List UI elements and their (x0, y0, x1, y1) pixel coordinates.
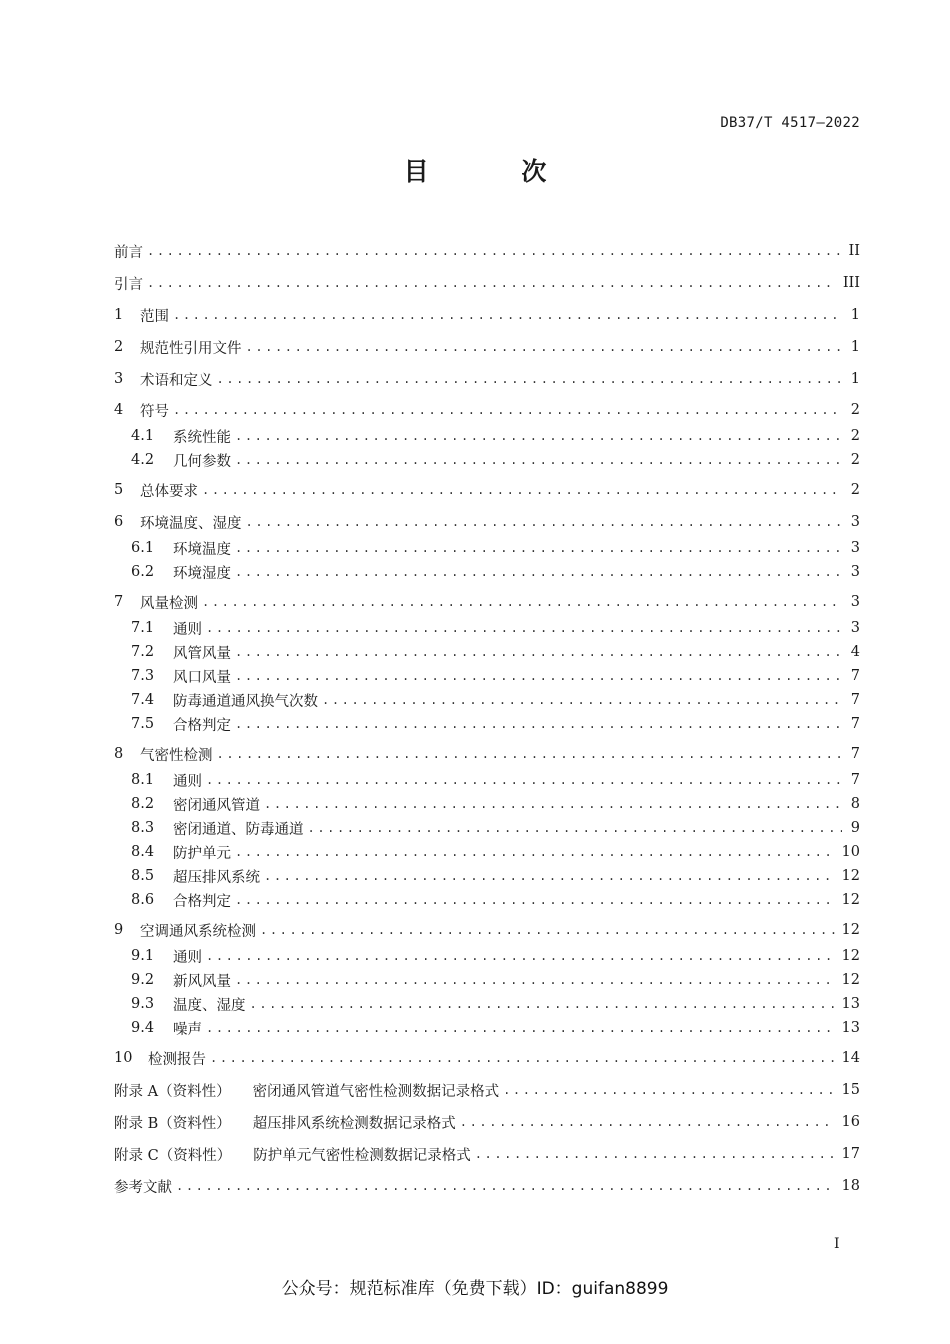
toc-label: 环境温度 (173, 541, 231, 558)
toc-page: 9 (850, 820, 860, 836)
toc-leader (235, 889, 836, 911)
toc-label: 参考文献 (114, 1179, 172, 1196)
toc-leader (235, 425, 842, 447)
toc-number: 9.2 (131, 972, 155, 988)
toc-number: 1 (114, 307, 124, 323)
toc-leader (217, 743, 843, 765)
toc-label: 超压排风系统检测数据记录格式 (252, 1115, 456, 1132)
toc-label: 规范性引用文件 (140, 340, 242, 357)
toc-leader (246, 336, 843, 358)
toc-label: 总体要求 (140, 483, 198, 500)
toc-leader (475, 1143, 836, 1165)
toc-number: 附录 C（资料性） (114, 1147, 232, 1164)
toc-leader (173, 304, 842, 326)
toc-subentry[interactable] (131, 425, 860, 447)
toc-label: 密闭通风管道气密性检测数据记录格式 (252, 1083, 500, 1100)
toc-page: 1 (850, 371, 860, 387)
toc-entry[interactable] (114, 304, 860, 326)
toc-leader (460, 1111, 836, 1133)
toc-entry[interactable] (114, 336, 860, 358)
toc-subentry[interactable] (131, 793, 860, 815)
toc-number: 附录 B（资料性） (114, 1115, 231, 1132)
toc-leader (206, 1017, 836, 1039)
toc-number: 7.4 (131, 692, 155, 708)
toc-page: 1 (850, 339, 860, 355)
toc-leader (246, 511, 843, 533)
toc-page: 2 (850, 482, 860, 498)
toc-page: 3 (850, 564, 860, 580)
page-number: I (834, 1236, 840, 1252)
toc-number: 8.1 (131, 772, 155, 788)
toc-label: 符号 (140, 403, 169, 420)
toc-number: 9.4 (131, 1020, 155, 1036)
toc-entry-appendix-a[interactable] (114, 1079, 860, 1101)
toc-leader (206, 769, 842, 791)
toc-leader (206, 617, 842, 639)
toc-entry[interactable] (114, 919, 860, 941)
toc-page: 7 (850, 668, 860, 684)
toc-entry-appendix-b[interactable] (114, 1111, 860, 1133)
toc-number: 6.2 (131, 564, 155, 580)
toc-page: 1 (850, 307, 860, 323)
toc-leader (235, 537, 842, 559)
toc-page: 2 (850, 452, 860, 468)
toc-page: 2 (850, 402, 860, 418)
toc-subentry[interactable] (131, 537, 860, 559)
toc-label: 通则 (173, 773, 202, 790)
toc-label: 检测报告 (148, 1051, 206, 1068)
toc-subentry[interactable] (131, 713, 860, 735)
toc-number: 10 (114, 1050, 133, 1066)
toc-label: 合格判定 (173, 717, 231, 734)
toc-number: 7.1 (131, 620, 155, 636)
toc-leader (322, 689, 842, 711)
toc-label: 空调通风系统检测 (140, 923, 256, 940)
toc-label: 噪声 (173, 1021, 202, 1038)
toc-page: 3 (850, 514, 860, 530)
toc-leader (235, 641, 842, 663)
toc-entry-introduction[interactable] (114, 272, 860, 294)
toc-page: 16 (841, 1114, 860, 1130)
toc-number: 8.4 (131, 844, 155, 860)
toc-subentry[interactable] (131, 617, 860, 639)
toc-label: 前言 (114, 244, 143, 261)
toc-entry-references[interactable] (114, 1175, 860, 1197)
toc-page: 12 (841, 868, 860, 884)
toc-number: 附录 A（资料性） (114, 1083, 231, 1100)
toc-number: 3 (114, 371, 124, 387)
toc-number: 9.3 (131, 996, 155, 1012)
toc-subentry[interactable] (131, 665, 860, 687)
toc-number: 7 (114, 594, 124, 610)
toc-page: 17 (841, 1146, 860, 1162)
toc-subentry[interactable] (131, 449, 860, 471)
toc-number: 8 (114, 746, 124, 762)
toc-entry[interactable] (114, 368, 860, 390)
toc-page: 12 (841, 892, 860, 908)
page-title: 目 次 (403, 157, 589, 186)
toc-subentry[interactable] (131, 817, 860, 839)
toc-page: 3 (850, 594, 860, 610)
toc-leader (503, 1079, 835, 1101)
toc-entry[interactable] (114, 743, 860, 765)
toc-subentry[interactable] (131, 641, 860, 663)
toc-leader (264, 793, 842, 815)
toc-entry[interactable] (114, 399, 860, 421)
toc-label: 通则 (173, 949, 202, 966)
toc-label: 防护单元气密性检测数据记录格式 (253, 1147, 471, 1164)
toc-leader (147, 272, 837, 294)
toc-page: 13 (841, 996, 860, 1012)
toc-entry[interactable] (114, 591, 860, 613)
toc-subentry[interactable] (131, 841, 860, 863)
toc-page: 7 (850, 716, 860, 732)
toc-entry-appendix-c[interactable] (114, 1143, 860, 1165)
toc-number: 9.1 (131, 948, 155, 964)
toc-number: 8.6 (131, 892, 155, 908)
toc-leader (210, 1047, 836, 1069)
toc-subentry[interactable] (131, 769, 860, 791)
toc-label: 新风风量 (173, 973, 231, 990)
toc-number: 7.2 (131, 644, 155, 660)
toc-page: 3 (850, 540, 860, 556)
toc-page: 7 (850, 772, 860, 788)
toc-label: 风量检测 (140, 595, 198, 612)
toc-page: 3 (850, 620, 860, 636)
toc-label: 合格判定 (173, 893, 231, 910)
toc-leader (308, 817, 843, 839)
toc-page: 12 (841, 922, 860, 938)
toc-number: 4 (114, 402, 124, 418)
toc-subentry[interactable] (131, 561, 860, 583)
toc-page: III (842, 275, 860, 291)
toc-number: 6 (114, 514, 124, 530)
toc-number: 4.1 (131, 428, 155, 444)
toc-page: 15 (841, 1082, 860, 1098)
toc-page: 4 (850, 644, 860, 660)
toc-entry[interactable] (114, 479, 860, 501)
toc-label: 密闭通风管道 (173, 797, 260, 814)
toc-number: 5 (114, 482, 124, 498)
toc-label: 环境温度、湿度 (140, 515, 242, 532)
toc-label: 密闭通道、防毒通道 (173, 821, 304, 838)
toc-subentry[interactable] (131, 969, 860, 991)
toc-number: 8.3 (131, 820, 155, 836)
toc-page: 12 (841, 972, 860, 988)
toc-page: 2 (850, 428, 860, 444)
toc-number: 8.2 (131, 796, 155, 812)
toc-number: 2 (114, 339, 124, 355)
toc-leader (173, 399, 842, 421)
toc-subentry[interactable] (131, 945, 860, 967)
toc-leader (235, 713, 842, 735)
toc-leader (206, 945, 836, 967)
toc-page: 7 (850, 692, 860, 708)
toc-leader (202, 591, 842, 613)
toc-number: 6.1 (131, 540, 155, 556)
toc-page: 14 (841, 1050, 860, 1066)
toc-label: 通则 (173, 621, 202, 638)
footer-watermark: 公众号：规范标准库（免费下载）ID：guifan8899 (281, 1279, 669, 1299)
toc-leader (176, 1175, 836, 1197)
toc-page: 18 (841, 1178, 860, 1194)
toc-leader (264, 865, 836, 887)
toc-number: 7.3 (131, 668, 155, 684)
toc-page: 12 (841, 948, 860, 964)
toc-label: 环境湿度 (173, 565, 231, 582)
toc-leader (235, 969, 836, 991)
toc-label: 风管风量 (173, 645, 231, 662)
toc-leader (202, 479, 842, 501)
toc-subentry[interactable] (131, 689, 860, 711)
toc-label: 防毒通道通风换气次数 (173, 693, 318, 710)
toc-page: 10 (841, 844, 860, 860)
toc-page: 8 (850, 796, 860, 812)
toc-label: 范围 (140, 308, 169, 325)
toc-number: 7.5 (131, 716, 155, 732)
toc-leader (217, 368, 843, 390)
toc-subentry[interactable] (131, 993, 860, 1015)
toc-subentry[interactable] (131, 865, 860, 887)
toc-leader (250, 993, 836, 1015)
standard-code: DB37/T 4517—2022 (720, 115, 860, 131)
toc-number: 4.2 (131, 452, 155, 468)
toc-entry[interactable] (114, 1047, 860, 1069)
toc-leader (147, 240, 842, 262)
toc-subentry[interactable] (131, 889, 860, 911)
toc-label: 防护单元 (173, 845, 231, 862)
toc-label: 温度、湿度 (173, 997, 246, 1014)
toc-page: II (848, 243, 860, 259)
toc-leader (235, 561, 842, 583)
toc-page: 7 (850, 746, 860, 762)
toc-subentry[interactable] (131, 1017, 860, 1039)
toc-number: 8.5 (131, 868, 155, 884)
toc-label: 引言 (114, 276, 143, 293)
toc-label: 系统性能 (173, 429, 231, 446)
toc-entry[interactable] (114, 511, 860, 533)
toc-leader (235, 665, 842, 687)
toc-label: 超压排风系统 (173, 869, 260, 886)
toc-entry-foreword[interactable] (114, 240, 860, 262)
toc-number: 9 (114, 922, 124, 938)
toc-label: 几何参数 (173, 453, 231, 470)
toc-leader (235, 449, 842, 471)
toc-leader (260, 919, 836, 941)
toc-label: 风口风量 (173, 669, 231, 686)
toc-label: 术语和定义 (140, 372, 213, 389)
toc-label: 气密性检测 (140, 747, 213, 764)
toc-page: 13 (841, 1020, 860, 1036)
toc-leader (235, 841, 836, 863)
